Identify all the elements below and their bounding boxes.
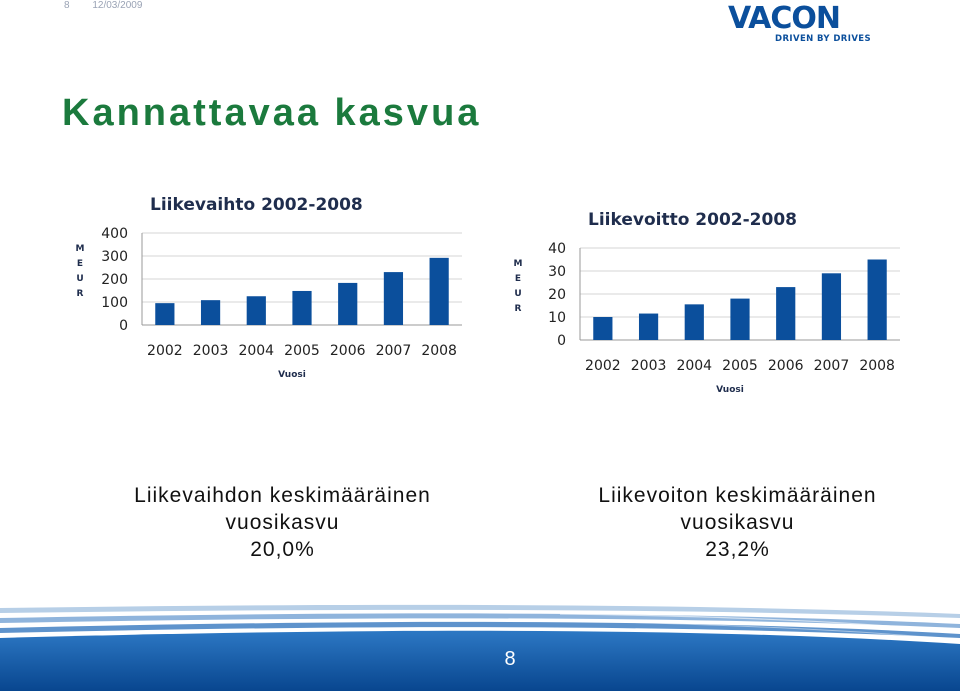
header-meta [64, 0, 162, 11]
y-axis-label-letter: R [514, 304, 522, 314]
chart-liikevoitto [508, 205, 908, 405]
y-axis-label-letter: E [76, 259, 84, 269]
x-tick-label: 2005 [284, 343, 320, 359]
y-tick-label: 30 [548, 264, 566, 280]
y-axis-label-letter: M [75, 244, 85, 254]
y-tick-label: 100 [101, 295, 128, 311]
caption-liikevoitto-line1: Liikevoiton keskimääräinen [598, 484, 877, 507]
caption-liikevoitto [560, 482, 915, 563]
x-tick-label: 2004 [238, 343, 275, 359]
x-tick-label: 2008 [859, 358, 895, 374]
x-tick-label: 2003 [192, 343, 229, 359]
bar-2007 [822, 273, 841, 340]
page-title: Kannattavaa kasvua [62, 92, 482, 134]
x-axis-label: Vuosi [716, 385, 744, 395]
chart-liikevoitto-svg [508, 205, 908, 405]
y-tick-label: 0 [557, 333, 566, 349]
bar-2005 [292, 291, 311, 325]
header-date: 12/03/2009 [92, 0, 143, 11]
y-tick-label: 400 [101, 226, 128, 242]
chart-title: Liikevoitto 2002-2008 [588, 210, 797, 230]
caption-liikevaihto [100, 482, 465, 563]
x-tick-label: 2003 [630, 358, 667, 374]
bar-2004 [247, 296, 266, 325]
caption-liikevaihto-line1: Liikevaihdon keskimääräinen [134, 484, 431, 507]
x-tick-label: 2006 [329, 343, 366, 359]
y-axis-label-letter: M [513, 259, 523, 269]
x-tick-label: 2007 [813, 358, 850, 374]
caption-liikevoitto-line3: 23,2% [705, 538, 770, 561]
y-tick-label: 300 [101, 249, 128, 265]
footer-wave-graphic [0, 600, 960, 691]
bar-2006 [338, 283, 357, 325]
bar-2006 [776, 287, 795, 340]
x-tick-label: 2005 [722, 358, 758, 374]
bar-2004 [685, 304, 704, 340]
bar-2005 [730, 299, 749, 340]
x-tick-label: 2007 [375, 343, 412, 359]
x-axis-label: Vuosi [278, 370, 306, 380]
bar-2007 [384, 272, 403, 325]
y-axis-label-letter: R [76, 289, 84, 299]
caption-liikevaihto-line2: vuosikasvu [225, 511, 340, 534]
bar-2008 [868, 260, 887, 341]
x-tick-label: 2006 [767, 358, 804, 374]
x-tick-label: 2004 [676, 358, 713, 374]
x-tick-label: 2002 [147, 343, 183, 359]
y-tick-label: 200 [101, 272, 128, 288]
y-tick-label: 40 [548, 241, 566, 257]
bar-2002 [155, 303, 174, 325]
bar-2008 [430, 258, 449, 325]
y-tick-label: 20 [548, 287, 566, 303]
logo-tagline-text: DRIVEN BY DRIVES [775, 34, 872, 44]
footer-page-number: 8 [504, 648, 516, 670]
y-tick-label: 10 [548, 310, 566, 326]
x-tick-label: 2002 [585, 358, 621, 374]
vacon-logo [728, 0, 903, 45]
bar-2002 [593, 317, 612, 340]
chart-liikevaihto-svg [70, 190, 470, 390]
bar-2003 [639, 314, 658, 340]
bar-2003 [201, 300, 220, 325]
chart-liikevaihto [70, 190, 470, 390]
header-page-number: 8 [64, 0, 70, 11]
y-tick-label: 0 [119, 318, 128, 334]
y-axis-label-letter: E [514, 274, 522, 284]
y-axis-label-letter: U [76, 274, 84, 284]
y-axis-label-letter: U [514, 289, 522, 299]
chart-title: Liikevaihto 2002-2008 [150, 195, 363, 215]
logo-brand-text: VACON [728, 1, 841, 36]
caption-liikevoitto-line2: vuosikasvu [680, 511, 795, 534]
x-tick-label: 2008 [421, 343, 457, 359]
caption-liikevaihto-line3: 20,0% [250, 538, 315, 561]
